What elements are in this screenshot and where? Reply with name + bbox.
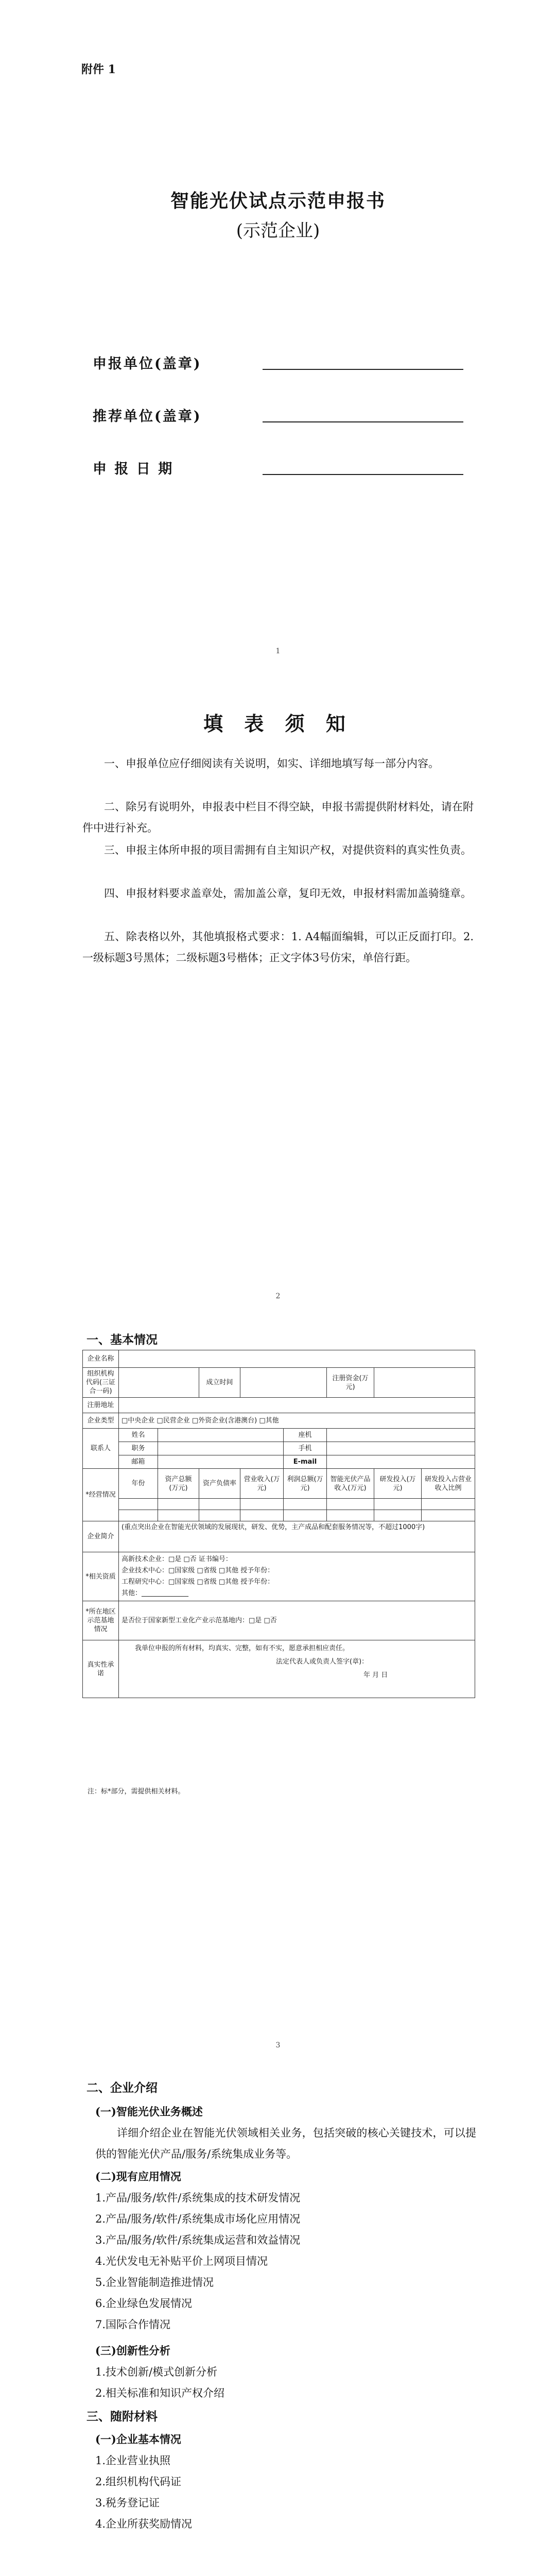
attach-m1-list-a (95, 2450, 476, 2535)
attach-m1: (一)企业基本情况 (95, 2433, 181, 2446)
declaration-cell (119, 1640, 475, 1698)
business-label: 企业简介 (83, 1521, 119, 1552)
attachment-label: 附件 1 (81, 63, 116, 76)
recommender-field-label: 推荐单位(盖章) (93, 409, 202, 425)
reg-capital-input[interactable] (374, 1368, 475, 1398)
declaration-text: 我单位申报的所有材料，均真实、完整，如有不实，愿意承担相应责任。 (135, 1645, 350, 1652)
company-name-input[interactable] (119, 1350, 475, 1368)
contact-mobile-label: 手机 (284, 1442, 327, 1455)
notice-item: 五、除表格以外，其他填报格式要求：1. A4幅面编辑，可以正反面打印。2. 一级标题3号黑体；二级标题3号楷体；正文字体3号仿宋，单倍行距。 (82, 930, 474, 964)
qualification-label: *相关资质 (83, 1552, 119, 1601)
company-type-options[interactable]: □中央企业 □民营企业 □外资企业(含港澳台) □其他 (119, 1413, 475, 1429)
notice-title: 填 表 须 知 (203, 712, 353, 735)
op-header-pv-revenue: 智能光伏产品收入(万元) (327, 1469, 374, 1499)
founded-label: 成立时间 (199, 1368, 240, 1398)
op-header-profit: 利润总额(万元) (284, 1469, 327, 1499)
op-header-rd: 研发投入(万元) (374, 1469, 422, 1499)
recommender-field-line[interactable] (263, 421, 463, 422)
contact-name-label: 姓名 (119, 1429, 158, 1442)
op-cell[interactable] (240, 1499, 284, 1510)
notice-item: 四、申报材料要求盖章处，需加盖公章，复印无效，申报材料需加盖骑缝章。 (104, 887, 472, 900)
page-number: 2 (275, 1292, 281, 1300)
date-text[interactable]: 年 月 日 (363, 1671, 388, 1679)
list-item: 3.税务登记证 (95, 2497, 160, 2509)
declaration-label: 真实性承诺 (83, 1640, 119, 1698)
list-item: 4.企业所获奖励情况 (95, 2518, 193, 2530)
basic-info-table (82, 1350, 475, 1698)
intro-sub2: (二)现有应用情况 (95, 2170, 181, 2183)
list-item: 1.产品/服务/软件/系统集成的技术研发情况 (95, 2192, 301, 2204)
list-item: 5.企业智能制造推进情况 (95, 2276, 214, 2289)
notice-item: 一、申报单位应仔细阅读有关说明，如实、详细地填写每一部分内容。 (104, 757, 439, 770)
applicant-field-label: 申报单位(盖章) (93, 356, 202, 372)
op-header-debt: 资产负债率 (199, 1469, 240, 1499)
list-item: 2.产品/服务/软件/系统集成市场化应用情况 (95, 2213, 301, 2225)
op-cell[interactable] (327, 1499, 374, 1510)
qualification-item[interactable]: 工程研究中心：□国家级 □省级 □其他 授予年份： (121, 1578, 274, 1586)
notice-item: 二、除另有说明外，申报表中栏目不得空缺，申报书需提供附材料处，请在附件中进行补充。 (82, 801, 474, 834)
op-header-assets: 资产总额(万元) (158, 1469, 199, 1499)
op-cell[interactable] (119, 1499, 158, 1510)
op-cell[interactable] (240, 1510, 284, 1521)
op-header-revenue: 营业收入(万元) (240, 1469, 284, 1499)
applicant-field-line[interactable] (263, 369, 463, 370)
company-name-label: 企业名称 (83, 1350, 119, 1368)
date-field-label: 申 报 日 期 (93, 461, 174, 477)
cover-page (0, 0, 556, 655)
op-cell[interactable] (284, 1510, 327, 1521)
contact-label: 联系人 (83, 1429, 119, 1469)
page-number: 3 (275, 2041, 281, 2049)
op-cell[interactable] (422, 1499, 475, 1510)
operation-label: *经营情况 (83, 1469, 119, 1521)
list-item: 6.企业绿色发展情况 (95, 2297, 193, 2310)
company-type-label: 企业类型 (83, 1413, 119, 1429)
op-cell[interactable] (327, 1510, 374, 1521)
form-footnote: 注：标*部分，需提供相关材料。 (88, 1788, 185, 1795)
reg-address-input[interactable] (119, 1398, 475, 1413)
base-text[interactable]: 是否位于国家新型工业化产业示范基地内：□是 □否 (119, 1601, 475, 1640)
op-cell[interactable] (374, 1499, 422, 1510)
list-item: 1.企业营业执照 (95, 2454, 171, 2467)
contact-title-input[interactable] (158, 1442, 284, 1455)
attachments-heading: 三、随附材料 (86, 2410, 158, 2424)
op-cell[interactable] (119, 1510, 158, 1521)
reg-capital-label: 注册资金(万元) (327, 1368, 374, 1398)
intro-sub3-list (95, 2362, 476, 2404)
op-cell[interactable] (422, 1510, 475, 1521)
contact-title-label: 职务 (119, 1442, 158, 1455)
op-cell[interactable] (158, 1499, 199, 1510)
list-item: 3.产品/服务/软件/系统集成运营和效益情况 (95, 2234, 301, 2246)
contact-mobile-input[interactable] (327, 1442, 475, 1455)
intro-sub1: (一)智能光伏业务概述 (95, 2105, 203, 2118)
qualification-item[interactable]: 企业技术中心：□国家级 □省级 □其他 授予年份： (121, 1567, 274, 1574)
op-header-year: 年份 (119, 1469, 158, 1499)
cover-title: 智能光伏试点示范申报书 (170, 190, 386, 212)
op-cell[interactable] (199, 1499, 240, 1510)
contact-email2-input[interactable] (327, 1455, 475, 1469)
reg-address-label: 注册地址 (83, 1398, 119, 1413)
intro-sub1-text: 详细介绍企业在智能光伏领域相关业务，包括突破的核心关键技术，可以提供的智能光伏产品/服务/系统集成业务等。 (95, 2127, 476, 2160)
list-item: 4.光伏发电无补贴平价上网项目情况 (95, 2255, 268, 2267)
basic-info-heading: 一、基本情况 (86, 1333, 158, 1347)
qualification-list[interactable] (119, 1552, 475, 1601)
page-number: 1 (275, 647, 281, 655)
org-code-label: 组织机构代码(三证合一码) (83, 1368, 119, 1398)
business-text[interactable]: (重点突出企业在智能光伏领域的发展现状，研发、优势，主产成品和配套服务情况等，不超过1000字) (119, 1521, 475, 1552)
base-label: *所在地区示范基地情况 (83, 1601, 119, 1640)
page-number-partial (0, 2570, 556, 2576)
contact-phone-input[interactable] (327, 1429, 475, 1442)
date-field-line[interactable] (263, 474, 463, 475)
list-item: 7.国际合作情况 (95, 2318, 171, 2331)
notice-item: 三、申报主体所申报的项目需拥有自主知识产权，对提供资料的真实性负责。 (104, 844, 472, 856)
op-cell[interactable] (199, 1510, 240, 1521)
founded-input[interactable] (240, 1368, 327, 1398)
qualification-item[interactable]: 高新技术企业：□是 □否 证书编号： (121, 1555, 232, 1563)
contact-phone-label: 座机 (284, 1429, 327, 1442)
qualification-item[interactable]: 其他：______________ (121, 1589, 189, 1597)
intro-heading: 二、企业介绍 (86, 2081, 158, 2095)
cover-subtitle: (示范企业) (236, 221, 320, 241)
op-header-rd-ratio: 研发投入占营业收入比例 (422, 1469, 475, 1499)
list-item: 2.相关标准和知识产权介绍 (95, 2387, 225, 2399)
contact-email2-label: E-mail (284, 1455, 327, 1469)
op-cell[interactable] (284, 1499, 327, 1510)
contact-email-input[interactable] (158, 1455, 284, 1469)
intro-sub2-list (95, 2188, 476, 2335)
signature-text[interactable]: 法定代表人或负责人签字(章)： (276, 1658, 369, 1666)
org-code-input[interactable] (119, 1368, 199, 1398)
list-item: 1.技术创新/模式创新分析 (95, 2366, 218, 2378)
op-cell[interactable] (158, 1510, 199, 1521)
contact-name-input[interactable] (158, 1429, 284, 1442)
list-item: 2.组织机构代码证 (95, 2476, 182, 2488)
contact-email-label: 邮箱 (119, 1455, 158, 1469)
intro-sub3: (三)创新性分析 (95, 2344, 170, 2357)
op-cell[interactable] (374, 1510, 422, 1521)
